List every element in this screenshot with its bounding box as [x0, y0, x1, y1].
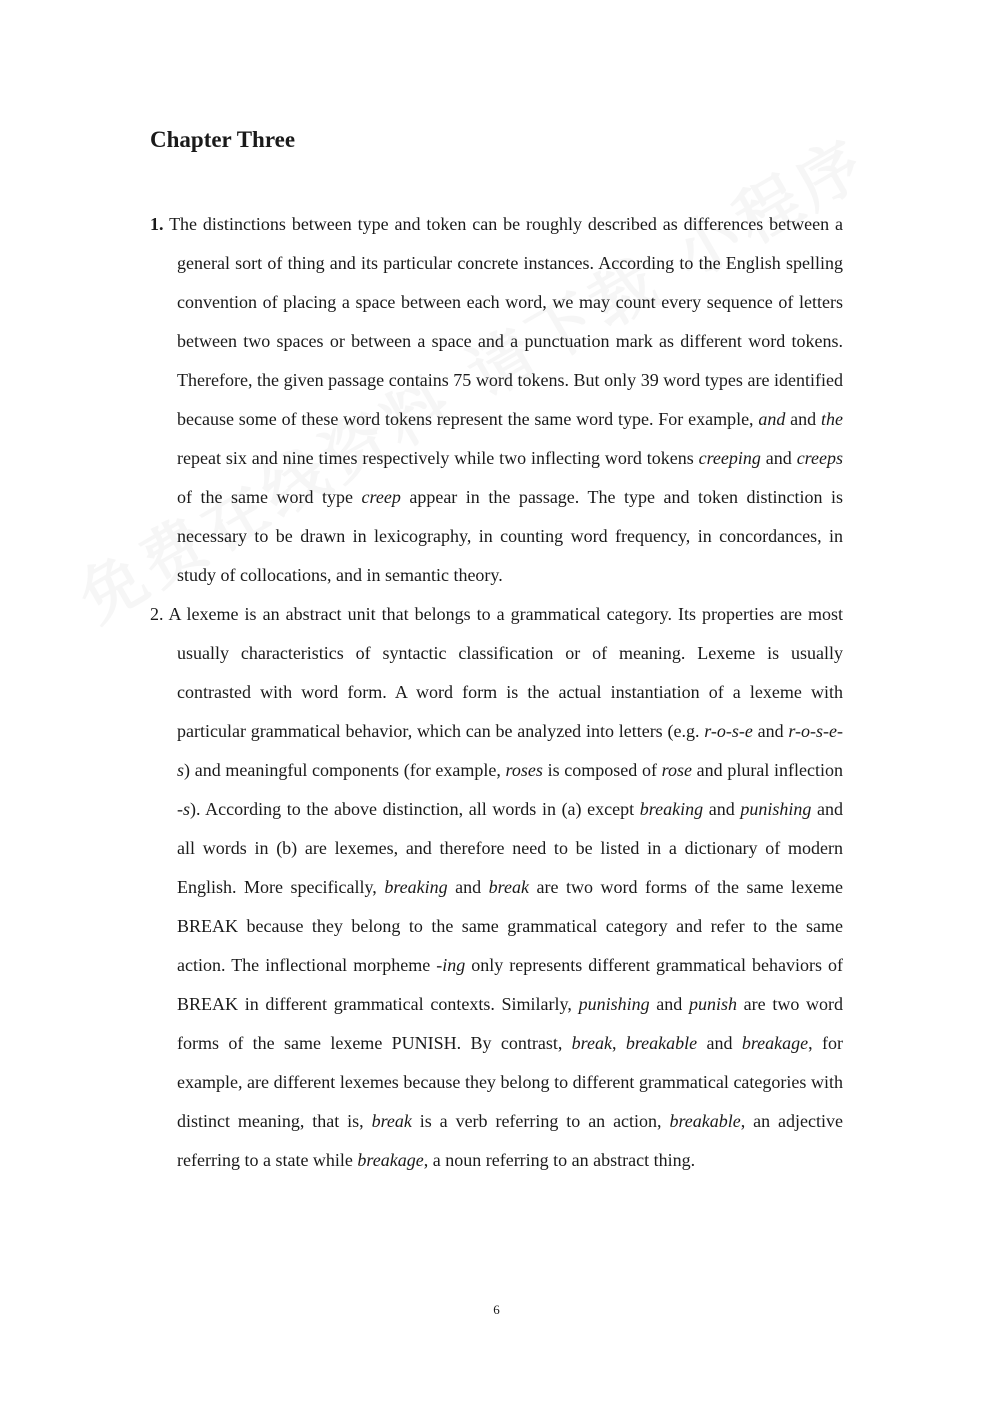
- italic-term: and: [758, 409, 786, 429]
- italic-term: the: [821, 409, 843, 429]
- italic-term: -ing: [436, 955, 466, 975]
- text-run: ). According to the above distinction, all words in (a) except: [190, 799, 640, 819]
- italic-term: roses: [505, 760, 543, 780]
- item-body: [169, 604, 843, 1170]
- text-run: ) and meaningful components (for example,: [184, 760, 506, 780]
- text-run: The distinctions between type and token can be roughly described as differences between a general sort of thing and its particular concrete instances. According to the English spelling convention of placing a space between each word, we may count every sequence of letters between two spaces or between a space and a punctuation mark as different word tokens. Therefore, the given passage contains 75 word tokens. But only 39 word types are identified because some of these word tokens represent the same word type. For example,: [169, 214, 843, 429]
- italic-term: punishing: [578, 994, 650, 1014]
- text-run: , an adjective referring to a state while: [177, 1111, 844, 1170]
- text-run: and: [703, 799, 741, 819]
- italic-term: breaking: [639, 799, 704, 819]
- item-number: 1.: [150, 214, 164, 234]
- text-run: and all words in (b) are lexemes, and therefore need to be listed in a dictionary of modern English. More specifically,: [177, 799, 843, 897]
- italic-term: -s: [177, 799, 190, 819]
- answer-item-2: [150, 595, 843, 1180]
- text-run: appear in the passage. The type and token distinction is necessary to be drawn in lexicography, in counting word frequency, in concordances, in study of collocations, and in semantic theory.: [177, 487, 843, 585]
- text-run: and: [760, 448, 797, 468]
- text-run: , for example, are different lexemes because they belong to different grammatical categories with distinct meaning, that is,: [177, 1033, 843, 1131]
- document-page: [150, 120, 843, 1180]
- text-run: are two word forms of the same lexeme PUNISH. By contrast,: [177, 994, 844, 1053]
- italic-term: break: [571, 1033, 612, 1053]
- text-run: , a noun referring to an abstract thing.: [423, 1150, 696, 1170]
- italic-term: breakable: [625, 1033, 698, 1053]
- italic-term: punishing: [740, 799, 812, 819]
- italic-term: break: [488, 877, 529, 897]
- text-run: ,: [612, 1033, 626, 1053]
- page-number: 6: [493, 1302, 500, 1317]
- italic-term: rose: [661, 760, 692, 780]
- item-number: 2.: [150, 604, 164, 624]
- text-run: A lexeme is an abstract unit that belongs to a grammatical category. Its properties are most usually characteristics of syntactic classification or of meaning. Lexeme is usually contrasted with word form. A word form is the actual instantiation of a lexeme with particular grammatical behavior, which can be analyzed into letters (e.g.: [168, 604, 843, 741]
- text-run: is a verb referring to an action,: [411, 1111, 670, 1131]
- italic-term: punish: [688, 994, 737, 1014]
- text-run: is composed of: [542, 760, 662, 780]
- italic-term: breakage: [741, 1033, 809, 1053]
- italic-term: breaking: [384, 877, 448, 897]
- text-run: and: [785, 409, 821, 429]
- text-run: and plural inflection: [691, 760, 844, 780]
- chapter-title: Chapter Three: [150, 127, 296, 152]
- italic-term: creep: [361, 487, 401, 507]
- text-run: are two word forms of the same lexeme BREAK because they belong to the same grammatical category and refer to the same action. The inflectional morpheme: [177, 877, 843, 975]
- italic-term: break: [371, 1111, 412, 1131]
- text-run: repeat six and nine times respectively while two inflecting word tokens: [177, 448, 699, 468]
- italic-term: breakable: [669, 1111, 741, 1131]
- text-run: only represents different grammatical behaviors of BREAK in different grammatical contexts. Similarly,: [177, 955, 843, 1014]
- italic-term: r-o-s-e: [704, 721, 753, 741]
- italic-term: breakage: [357, 1150, 424, 1170]
- text-run: and: [649, 994, 689, 1014]
- text-run: and: [447, 877, 489, 897]
- text-run: and: [752, 721, 789, 741]
- answer-item-1: [150, 205, 843, 595]
- text-run: and: [697, 1033, 742, 1053]
- item-body: [169, 214, 843, 585]
- text-run: of the same word type: [177, 487, 362, 507]
- italic-term: r-o-s-e-s: [177, 721, 843, 780]
- italic-term: creeping: [698, 448, 761, 468]
- italic-term: creeps: [796, 448, 843, 468]
